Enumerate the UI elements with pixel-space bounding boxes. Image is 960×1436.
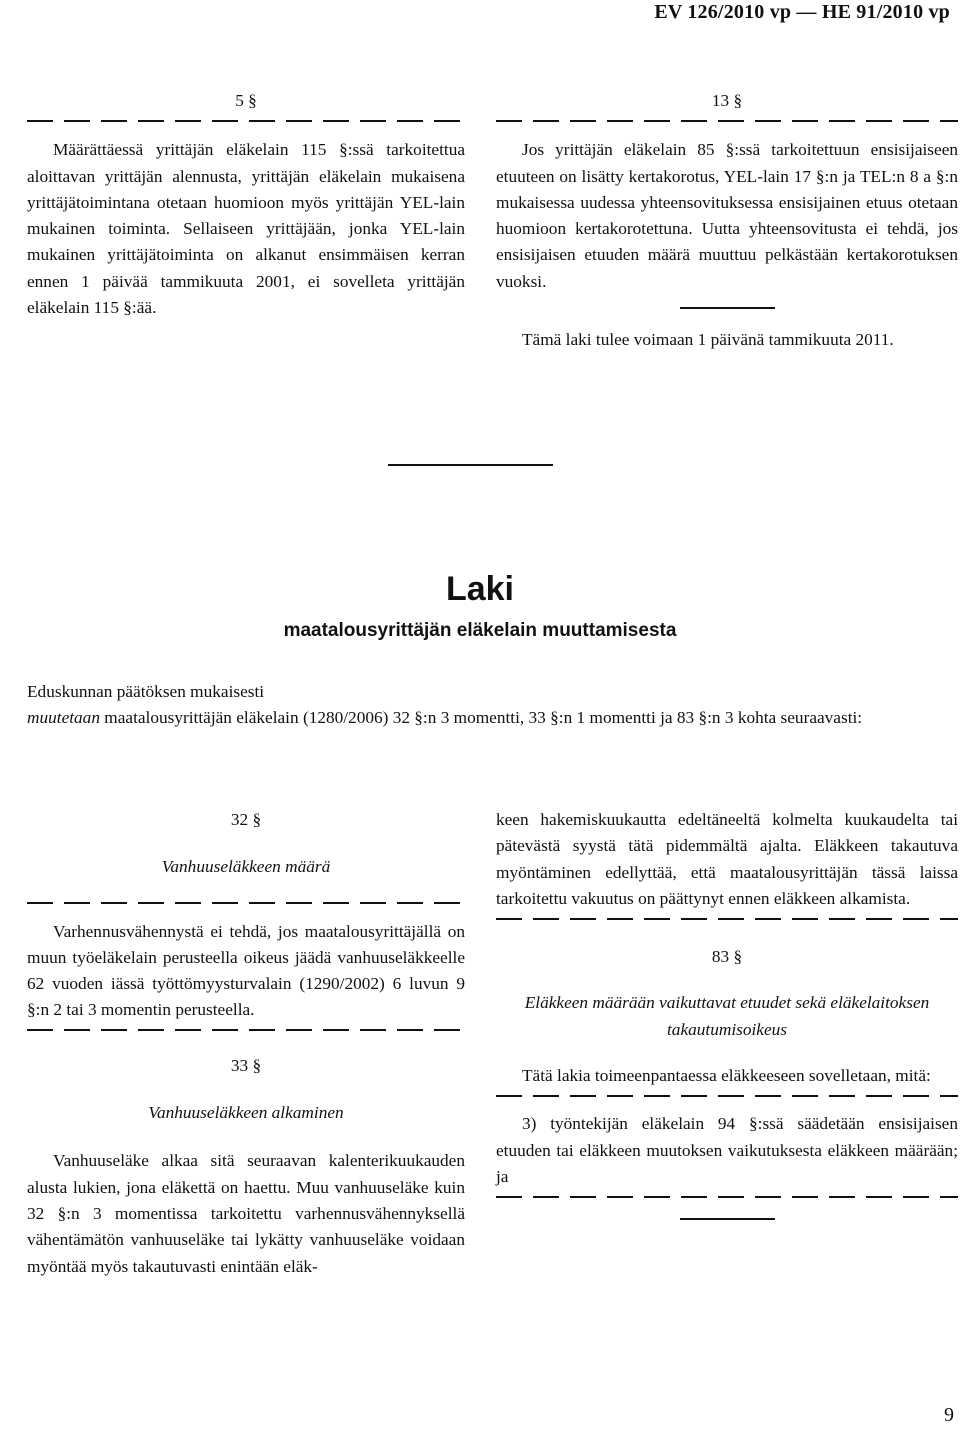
- amendment-text: maatalousyrittäjän eläkelain (1280/2006) 32 §:n 3 momentti, 33 §:n 1 momentti ja 83 §:n 3 kohta seuraavasti:: [99, 708, 863, 728]
- omission-dashes: [27, 1029, 465, 1031]
- section-33-continuation: keen hakemiskuukautta edeltäneeltä kolmelta kuukaudelta tai pätevästä syystä tätä pidemmältä ajalta. Eläkkeen takautuva myöntäminen edellyttää, että maatalousyrittäjän tässä laissa tarkoitettu vakuutus on päättynyt ennen eläkkeen alkamista.: [496, 810, 958, 908]
- section-83-title: Eläkkeen määrään vaikuttavat etuudet sekä eläkelaitoksen takautumisoikeus: [524, 993, 930, 1039]
- omission-dashes: [496, 1095, 958, 1097]
- section-heading-33: 33 §: [230, 1055, 262, 1075]
- omission-dashes: [496, 1196, 958, 1198]
- omission-dashes: [27, 120, 465, 122]
- section-13-paragraph: Jos yrittäjän eläkelain 85 §:ssä tarkoitettuun ensisijaiseen etuuteen on lisätty kertakorotus, YEL-lain 17 §:n ja TEL:n 8 a §:n mukaisessa uudessa yhteensovituksessa ensisijainen etuus otetaan huomioon kertakorotettuna. Uutta yhteensovitusta ei tehdä, jos ensisijaisen etuuden määrä muuttuu pelkästään kertakorotuksen vuoksi.: [496, 140, 958, 291]
- law-end-rule: [388, 464, 553, 466]
- omission-dashes: [496, 918, 958, 920]
- section-heading-13: 13 §: [711, 91, 743, 110]
- effective-date-paragraph: Tämä laki tulee voimaan 1 päivänä tammikuuta 2011.: [522, 329, 894, 349]
- amendment-sentence: [27, 705, 960, 731]
- page-number: 9: [944, 1404, 954, 1426]
- law-subtitle: maatalousyrittäjän eläkelain muuttamisesta: [283, 620, 677, 641]
- section-33-paragraph: Vanhuuseläke alkaa sitä seuraavan kalenterikuukauden alusta lukien, jona eläkettä on haettu. Muu vanhuuseläke kuin 32 §:n 3 momentissa tarkoitettu varhennusvähennyksellä vähentämätön vanhuuseläke tai lykätty vanhuuseläke voidaan myöntää myös takautuvasti enintään eläk-: [27, 1151, 465, 1276]
- section-heading-5: 5 §: [235, 91, 257, 110]
- omission-dashes: [27, 902, 465, 904]
- section-heading-83: 83 §: [711, 947, 743, 967]
- section-83-item-3: 3) työntekijän eläkelain 94 §:ssä säädetään ensisijaisen etuuden tai eläkkeen muutoksen vaikutuksesta eläkkeen määrään; ja: [496, 1114, 958, 1186]
- section-33-title: Vanhuuseläkkeen alkaminen: [148, 1103, 344, 1123]
- separator-rule: [680, 307, 775, 309]
- section-heading-32: 32 §: [230, 810, 262, 829]
- section-83-paragraph: Tätä lakia toimeenpantaessa eläkkeeseen sovelletaan, mitä:: [522, 1066, 931, 1086]
- bottom-left-column: [27, 807, 465, 1280]
- section-32-paragraph: Varhennusvähennystä ei tehdä, jos maatalousyrittäjällä on muun työeläkelain perusteella oikeus jäädä vanhuuseläkkeelle 62 vuoden iässä työttömyysturvalain (1290/2002) 6 luvun 9 §:n 2 tai 3 momentin perusteella.: [27, 921, 465, 1020]
- enactment-line: Eduskunnan päätöksen mukaisesti: [27, 682, 265, 701]
- section-32-title: Vanhuuseläkkeen määrä: [161, 857, 331, 877]
- enactment-clause: [27, 679, 960, 732]
- top-right-column: [496, 88, 958, 353]
- bottom-right-column: [496, 807, 958, 1220]
- running-header: EV 126/2010 vp — HE 91/2010 vp: [654, 1, 950, 23]
- law-title: Laki: [445, 570, 515, 608]
- amendment-verb: muutetaan: [27, 708, 100, 728]
- separator-rule: [680, 1218, 775, 1220]
- top-left-column: [27, 88, 465, 321]
- omission-dashes: [496, 120, 958, 122]
- section-5-paragraph: Määrättäessä yrittäjän eläkelain 115 §:ssä tarkoitettua aloittavan yrittäjän alennusta, yrittäjän eläkelain mukaisena yrittäjätoimintana otetaan huomioon myös yrittäjän YEL-lain mukainen toiminta. Sellaiseen yrittäjään, jonka YEL-lain mukainen yrittäjätoiminta on alkanut ensimmäisen kerran ennen 1 päivää tammikuuta 2001, ei sovelleta yrittäjän eläkelain 115 §:ää.: [27, 140, 465, 318]
